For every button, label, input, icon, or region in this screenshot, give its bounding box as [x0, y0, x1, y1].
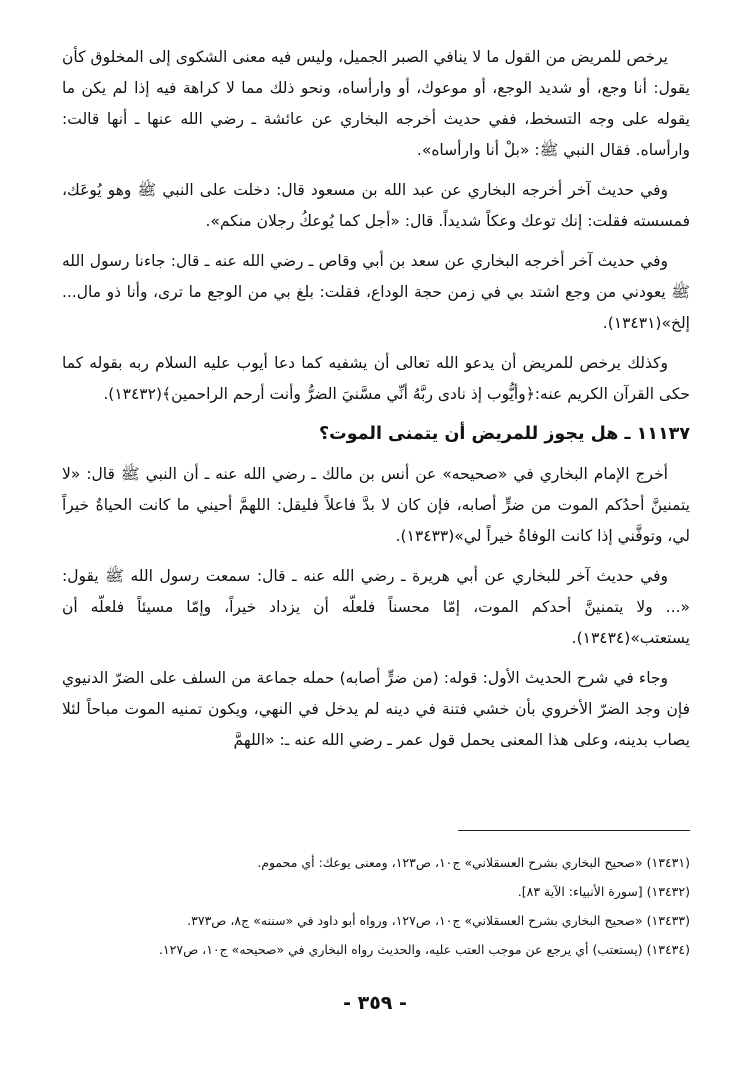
footnote-13434: (١٣٤٣٤) (يستعتب) أي يرجع عن موجب العتب عليه، والحديث رواه البخاري في «صحيحه» ج١٠، ص١٢٧. — [158, 942, 690, 957]
paragraph-1: يرخص للمريض من القول ما لا ينافي الصبر الجميل، وليس فيه معنى الشكوى إلى المخلوق كأن يقول: أنا وجع، أو شديد الوجع، أو موعوك، أو وارأساه، ونحو ذلك مما لا كراهة فيه إذا لم يكن ما يقوله على وجه التسخط، ففي حديث أخرجه البخاري عن عائشة ـ رضي الله عنها ـ أنها قالت: وارأساه. فقال النبي ﷺ: «بلْ أنا وارأساه». — [62, 48, 690, 159]
paragraph-2: وفي حديث آخر أخرجه البخاري عن عبد الله بن مسعود قال: دخلت على النبي ﷺ وهو يُوعَك، فمسسته فقلت: إنك توعك وعكاً شديداً. قال: «أجل كما يُوعكُ رجلان منكم». — [62, 181, 690, 230]
footnote-13431: (١٣٤٣١) «صحيح البخاري بشرح العسقلاني» ج١٠، ص١٢٣، ومعنى يوعك: أي محموم. — [257, 855, 690, 870]
footnote-separator — [458, 830, 690, 831]
paragraph-6: وفي حديث آخر للبخاري عن أبي هريرة ـ رضي الله عنه ـ قال: سمعت رسول الله ﷺ يقول: «... ولا يتمنينَّ أحدكم الموت، إمّا محسناً فلعلّه أن يزداد خيراً، وإمّا مسيئاً فلعلّه أن يستعتب»(١٣٤٣٤). — [62, 567, 690, 647]
section-heading: ١١١٣٧ ـ هل يجوز للمريض أن يتمنى الموت؟ — [318, 424, 690, 444]
main-text — [62, 42, 690, 765]
page-number: - ٣٥٩ - — [343, 992, 407, 1014]
paragraph-3: وفي حديث آخر أخرجه البخاري عن سعد بن أبي وقاص ـ رضي الله عنه ـ قال: جاءنا رسول الله ﷺ يعودني من وجع اشتد بي في زمن حجة الوداع، فقلت: بلغ بي من الوجع ما ترى، وأنا ذو مال... إلخ»(١٣٤٣١). — [62, 252, 690, 332]
footnote-13432: (١٣٤٣٢) [سورة الأنبياء: الآية ٨٣]. — [517, 884, 690, 899]
paragraph-5: أخرج الإمام البخاري في «صحيحه» عن أنس بن مالك ـ رضي الله عنه ـ أن النبي ﷺ قال: «لا يتمنينَّ أحدُكم الموت من ضرٍّ أصابه، فإن كان لا بدَّ فاعلاً فليقل: اللهمَّ أحيني ما كانت الحياةُ خيراً لي، وتوفَّني إذا كانت الوفاةُ خيراً لي»(١٣٤٣٣). — [62, 465, 690, 545]
paragraph-4: وكذلك يرخص للمريض أن يدعو الله تعالى أن يشفيه كما دعا أيوب عليه السلام ربه بقوله كما حكى القرآن الكريم عنه:﴿وأيُّوب إذ نادى ربَّهُ أنِّي مسَّنيَ الضرُّ وأنت أرحم الراحمين﴾(١٣٤٣٢). — [62, 354, 690, 403]
footnote-13433: (١٣٤٣٣) «صحيح البخاري بشرح العسقلاني» ج١٠، ص١٢٧، ورواه أبو داود في «سننه» ج٨، ص٣٧٣. — [187, 913, 690, 928]
footnotes — [62, 848, 690, 964]
paragraph-7: وجاء في شرح الحديث الأول: قوله: (من ضرٍّ أصابه) حمله جماعة من السلف على الضرّ الدنيوي فإن وجد الضرّ الأخروي بأن خشي فتنة في دينه لم يدخل في النهي، ويكون تمنيه الموت مباحاً لئلا يصاب بدينه، وعلى هذا المعنى يحمل قول عمر ـ رضي الله عنه ـ: «اللهمَّ — [62, 669, 690, 749]
